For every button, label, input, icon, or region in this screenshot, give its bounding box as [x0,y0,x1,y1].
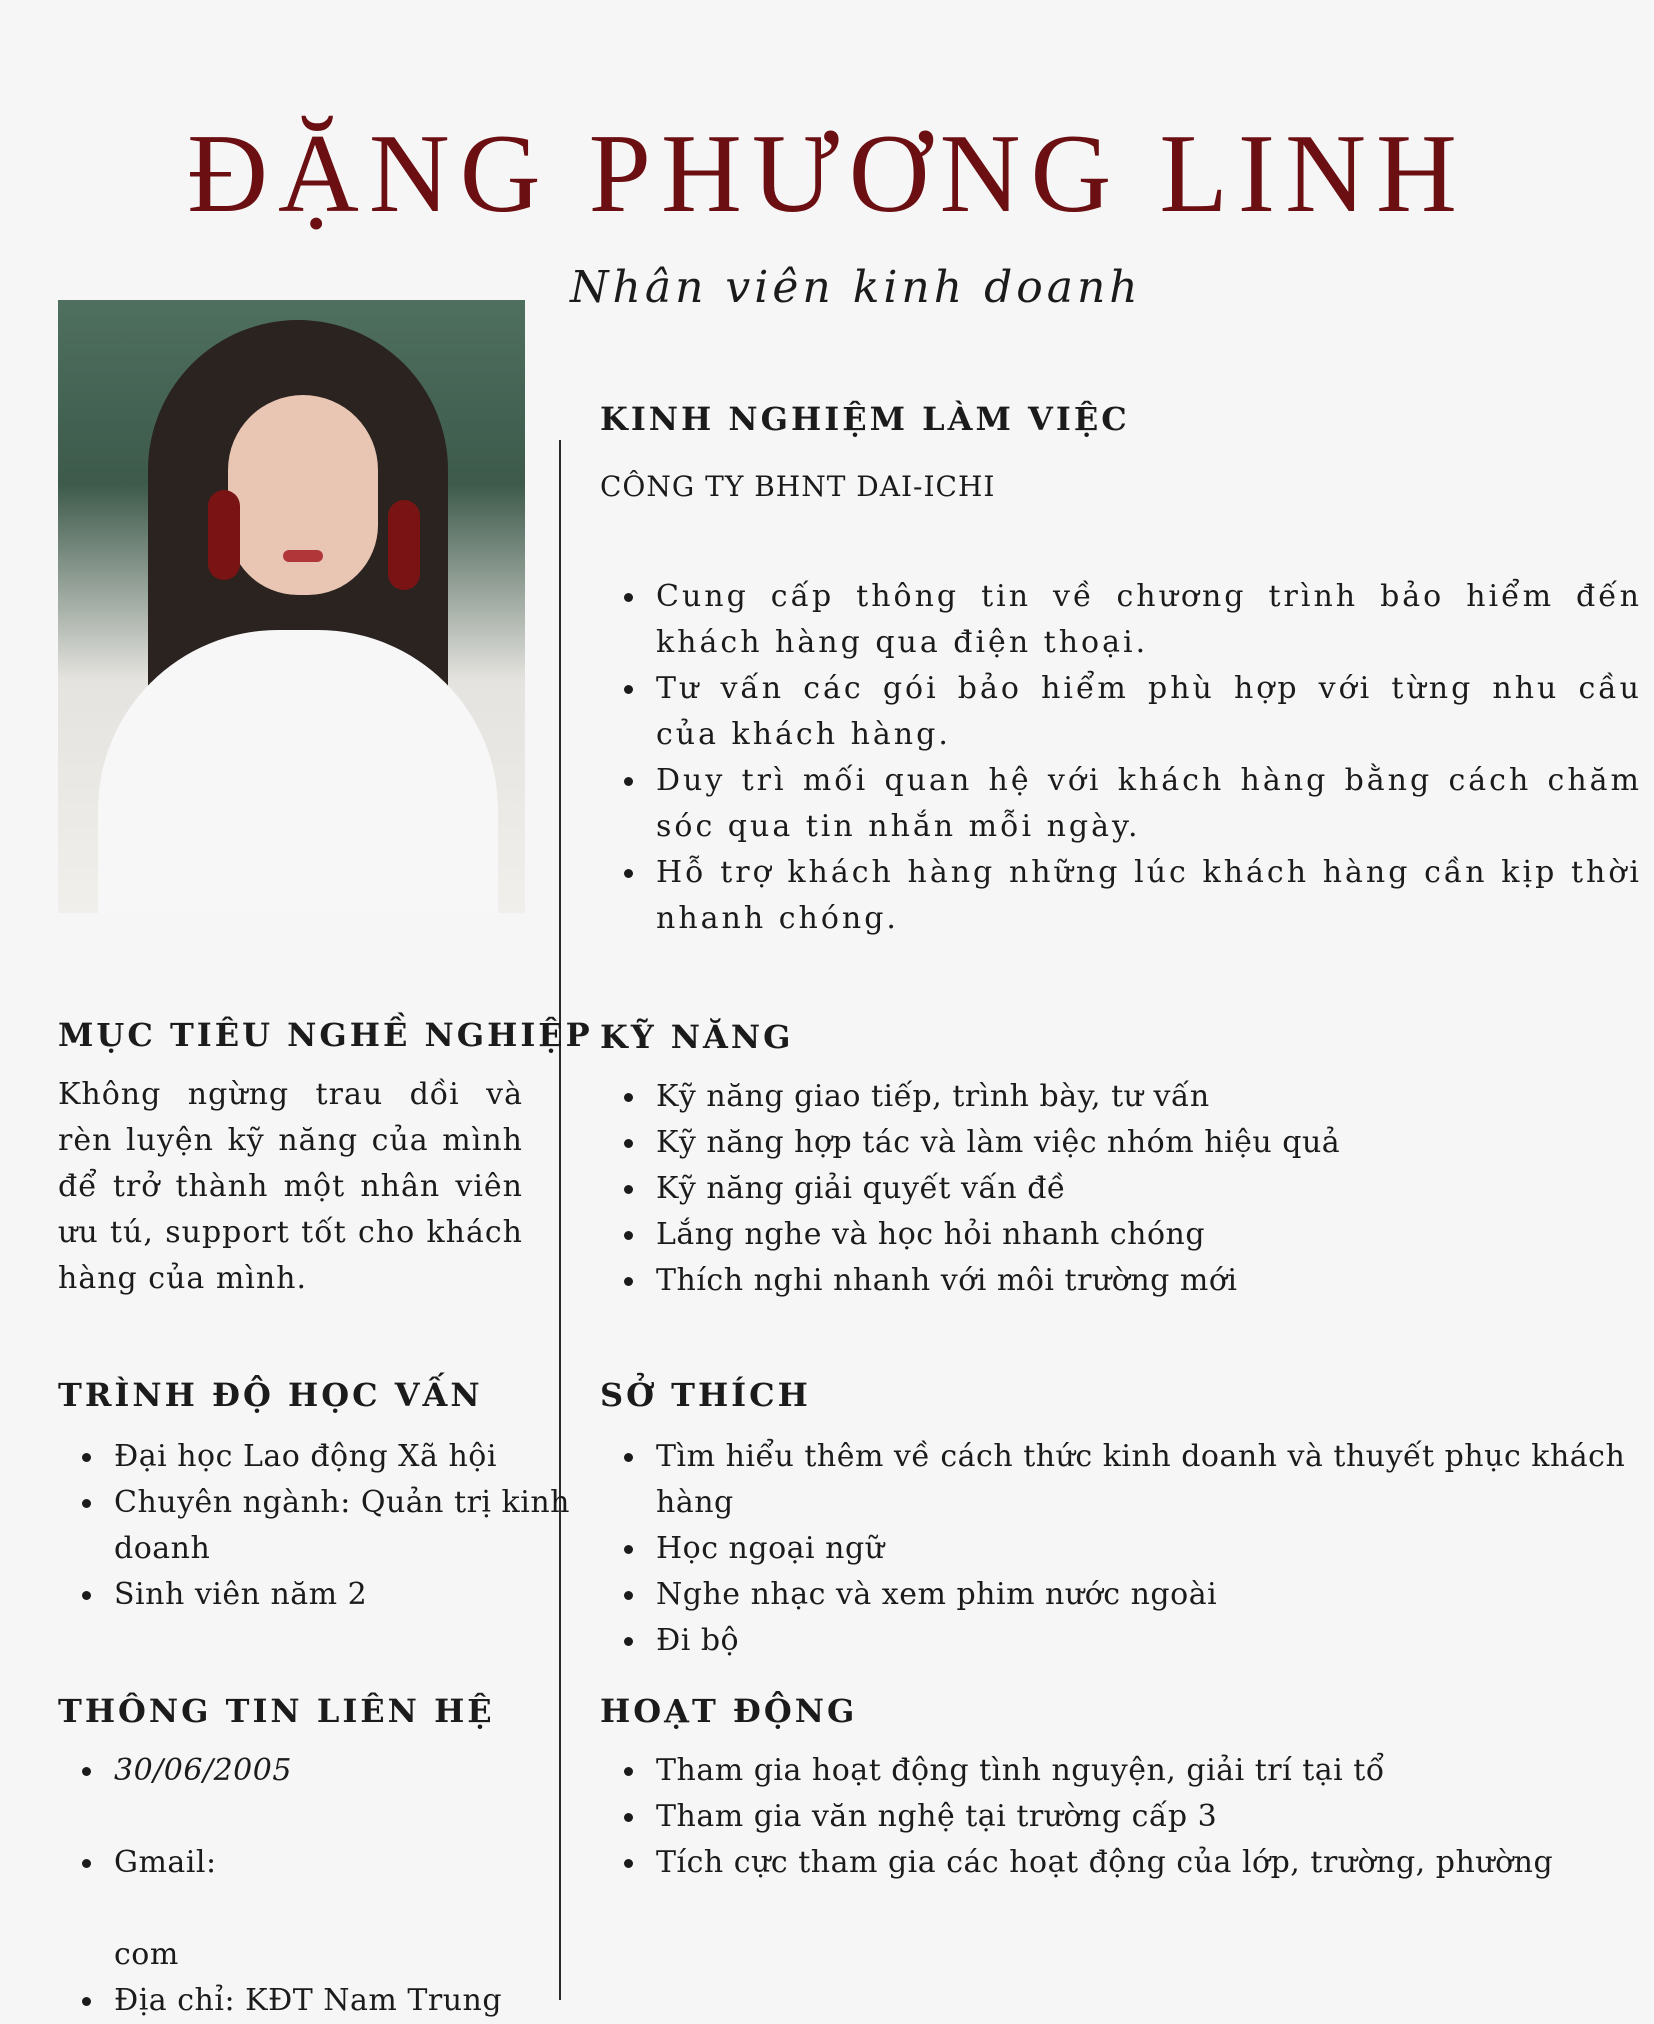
list-item: Sinh viên năm 2 [114,1572,579,1618]
list-item: Lắng nghe và học hỏi nhanh chóng [656,1212,1654,1258]
experience-heading: KINH NGHIỆM LÀM VIỆC [600,400,1130,438]
hobbies-heading: SỞ THÍCH [600,1376,811,1414]
list-item: Tích cực tham gia các hoạt động của lớp, trường, phường [656,1840,1654,1886]
job-title: Nhân viên kinh doanh [570,262,1142,313]
gmail-tail: com [114,1937,179,1972]
experience-list [600,574,1642,942]
list-item: Kỹ năng giải quyết vấn đề [656,1166,1654,1212]
list-item: Duy trì mối quan hệ với khách hàng bằng cách chăm sóc qua tin nhắn mỗi ngày. [656,758,1642,850]
list-item: Đi bộ [656,1618,1654,1664]
list-item: Kỹ năng giao tiếp, trình bày, tư vấn [656,1074,1654,1120]
list-item: Cung cấp thông tin về chương trình bảo hiểm đến khách hàng qua điện thoại. [656,574,1642,666]
profile-photo [58,300,525,913]
objective-heading: MỤC TIÊU NGHỀ NGHIỆP [58,1016,593,1054]
education-heading: TRÌNH ĐỘ HỌC VẤN [58,1376,483,1414]
candidate-name: ĐẶNG PHƯƠNG LINH [187,112,1467,236]
list-item: Đại học Lao động Xã hội [114,1434,579,1480]
company-name: CÔNG TY BHNT DAI-ICHI [600,470,996,503]
address-item: Địa chỉ: KĐT Nam Trung [114,1978,579,2024]
skills-heading: KỸ NĂNG [600,1018,794,1056]
activities-list [600,1748,1654,1886]
gmail-item: Gmail: [114,1840,579,1886]
skills-list [600,1074,1654,1304]
list-item: Tham gia hoạt động tình nguyện, giải trí tại tổ [656,1748,1654,1794]
hobbies-list [600,1434,1654,1664]
dob-item: 30/06/2005 [114,1748,579,1794]
list-item: Chuyên ngành: Quản trị kinh doanh [114,1480,579,1572]
list-item: Thích nghi nhanh với môi trường mới [656,1258,1654,1304]
list-item: Tìm hiểu thêm về cách thức kinh doanh và thuyết phục khách hàng [656,1434,1654,1526]
activities-heading: HOẠT ĐỘNG [600,1692,858,1730]
list-item: Nghe nhạc và xem phim nước ngoài [656,1572,1654,1618]
contact-heading: THÔNG TIN LIÊN HỆ [58,1692,495,1730]
list-item: Tư vấn các gói bảo hiểm phù hợp với từng nhu cầu của khách hàng. [656,666,1642,758]
list-item: Học ngoại ngữ [656,1526,1654,1572]
objective-text: Không ngừng trau dồi và rèn luyện kỹ năng của mình để trở thành một nhân viên ưu tú, support tốt cho khách hàng của mình. [58,1077,523,1296]
list-item: Tham gia văn nghệ tại trường cấp 3 [656,1794,1654,1840]
education-list [58,1434,579,1618]
list-item: Kỹ năng hợp tác và làm việc nhóm hiệu quả [656,1120,1654,1166]
list-item: Hỗ trợ khách hàng những lúc khách hàng cần kịp thời nhanh chóng. [656,850,1642,942]
contact-list [58,1748,579,2024]
